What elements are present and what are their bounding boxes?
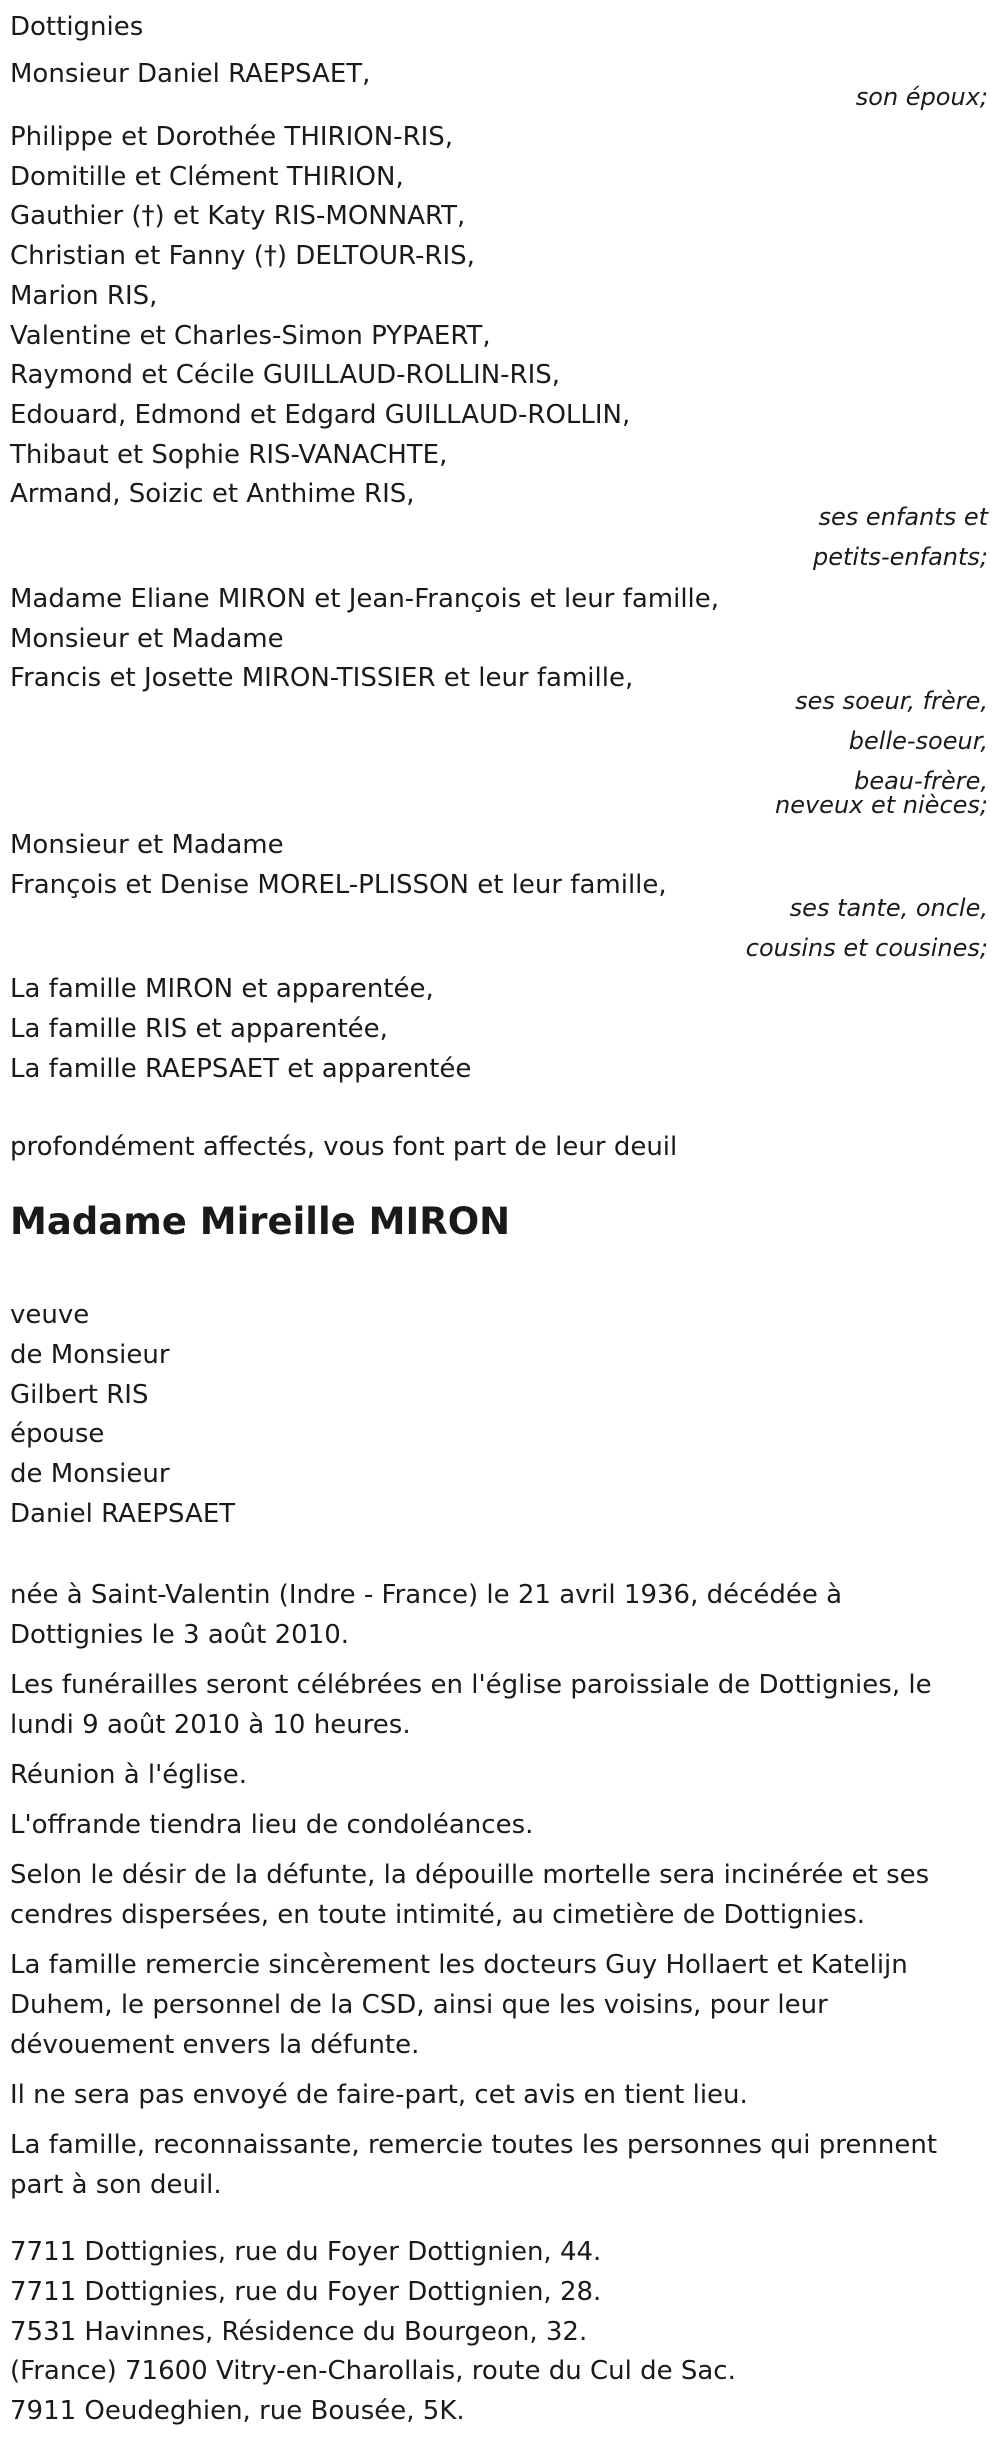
aunt-role: cousins et cousines; — [745, 934, 988, 962]
family-member-line: Marion RIS, — [10, 281, 158, 311]
deceased-name: Madame Mireille MIRON — [10, 1200, 511, 1243]
address-line: 7711 Dottignies, rue du Foyer Dottignien, 28. — [10, 2277, 602, 2307]
location-line: Dottignies — [10, 12, 144, 42]
offering-paragraph: L'offrande tiendra lieu de condoléances. — [10, 1810, 534, 1840]
family-member-line: Thibaut et Sophie RIS-VANACHTE, — [10, 440, 448, 470]
family-member-line: Monsieur et Madame — [10, 830, 284, 860]
family-member-line: Madame Eliane MIRON et Jean-François et leur famille, — [10, 584, 720, 614]
announcement-line: profondément affectés, vous font part de leur deuil — [10, 1132, 678, 1162]
no-announcement-paragraph: Il ne sera pas envoyé de faire-part, cet avis en tient lieu. — [10, 2080, 748, 2110]
spouse-role: son époux; — [855, 83, 988, 111]
thanks-paragraph: La famille remercie sincèrement les docteurs Guy Hollaert et Katelijn Duhem, le personnel de la CSD, ainsi que les voisins, pour leur dévouement envers la défunte. — [10, 1950, 908, 2060]
birth-death-paragraph: née à Saint-Valentin (Indre - France) le 21 avril 1936, décédée à Dottignies le 3 août 2010. — [10, 1580, 843, 1650]
siblings-role: belle-soeur, — [848, 727, 988, 755]
siblings-role: ses soeur, frère, — [795, 687, 988, 715]
deceased-detail: de Monsieur — [10, 1340, 170, 1370]
funeral-paragraph: Les funérailles seront célébrées en l'église paroissiale de Dottignies, le lundi 9 août 2010 à 10 heures. — [10, 1670, 932, 1740]
address-line: (France) 71600 Vitry-en-Charollais, route du Cul de Sac. — [10, 2356, 736, 2386]
siblings-role: neveux et nièces; — [775, 791, 988, 819]
notice-body — [10, 1575, 960, 2215]
family-member-line: Edouard, Edmond et Edgard GUILLAUD-ROLLIN, — [10, 400, 631, 430]
cremation-paragraph: Selon le désir de la défunte, la dépouille mortelle sera incinérée et ses cendres dispersées, en toute intimité, au cimetière de Dottignies. — [10, 1860, 930, 1930]
family-member-line: Raymond et Cécile GUILLAUD-ROLLIN-RIS, — [10, 360, 561, 390]
deceased-detail: Gilbert RIS — [10, 1380, 149, 1410]
family-member-line: François et Denise MOREL-PLISSON et leur famille, — [10, 870, 667, 900]
address-line: 7531 Havinnes, Résidence du Bourgeon, 32. — [10, 2317, 588, 2347]
family-member-line: Valentine et Charles-Simon PYPAERT, — [10, 321, 491, 351]
family-line: La famille RIS et apparentée, — [10, 1014, 388, 1044]
gratitude-paragraph: La famille, reconnaissante, remercie toutes les personnes qui prennent part à son deuil. — [10, 2130, 938, 2200]
siblings-role: beau-frère, — [854, 767, 988, 795]
family-member-line: Armand, Soizic et Anthime RIS, — [10, 479, 415, 509]
deceased-detail: épouse — [10, 1419, 105, 1449]
children-role: petits-enfants; — [813, 543, 988, 571]
family-member-line: Christian et Fanny (†) DELTOUR-RIS, — [10, 241, 475, 271]
family-member-line: Gauthier (†) et Katy RIS-MONNART, — [10, 201, 466, 231]
family-line: La famille RAEPSAET et apparentée — [10, 1054, 472, 1084]
deceased-detail: veuve — [10, 1300, 90, 1330]
family-member-line: Francis et Josette MIRON-TISSIER et leur famille, — [10, 663, 634, 693]
aunt-role: ses tante, oncle, — [789, 894, 988, 922]
family-member-line: Philippe et Dorothée THIRION-RIS, — [10, 122, 454, 152]
spouse-name: Monsieur Daniel RAEPSAET, — [10, 59, 371, 89]
family-line: La famille MIRON et apparentée, — [10, 974, 434, 1004]
family-member-line: Monsieur et Madame — [10, 624, 284, 654]
address-line: 7911 Oeudeghien, rue Bousée, 5K. — [10, 2396, 465, 2426]
address-line: 7711 Dottignies, rue du Foyer Dottignien, 44. — [10, 2237, 602, 2267]
deceased-detail: de Monsieur — [10, 1459, 170, 1489]
reunion-paragraph: Réunion à l'église. — [10, 1760, 248, 1790]
children-role: ses enfants et — [818, 503, 988, 531]
deceased-detail: Daniel RAEPSAET — [10, 1499, 236, 1529]
family-member-line: Domitille et Clément THIRION, — [10, 162, 404, 192]
